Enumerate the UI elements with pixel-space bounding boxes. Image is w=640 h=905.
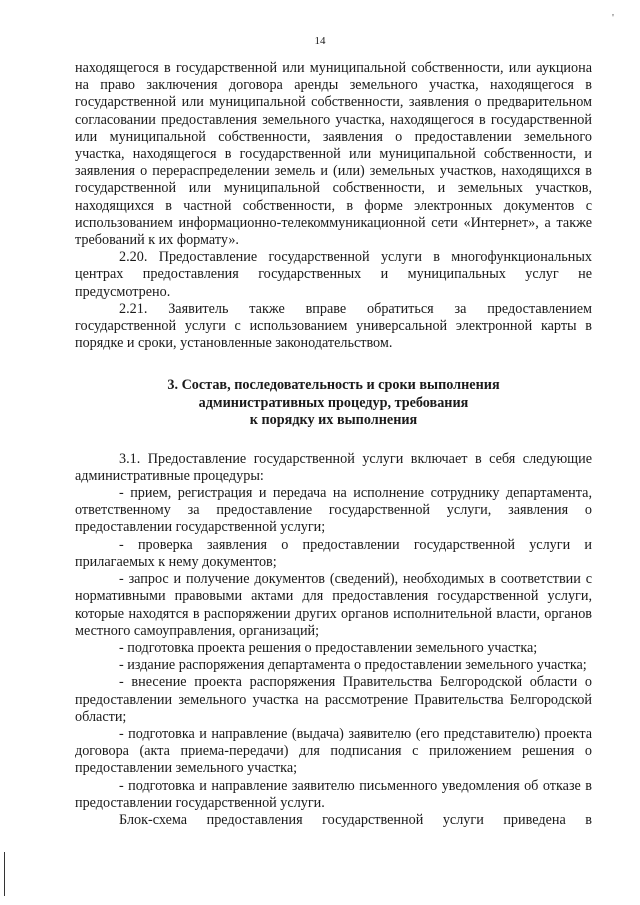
scan-edge-line xyxy=(4,852,5,896)
section-heading-line: 3. Состав, последовательность и сроки выполнения xyxy=(167,377,500,394)
procedure-item: - подготовка проекта решения о предоставлении земельного участка; xyxy=(119,639,538,656)
paragraph-2-21: 2.21. Заявитель также вправе обратиться за предоставлением государственной услуги с использованием универсальной электронной карты в порядке и сроки, установленные законодательством. xyxy=(75,300,592,352)
section-heading xyxy=(75,377,592,429)
procedure-item: - внесение проекта распоряжения Правительства Белгородской области о предоставлении земельного участка на рассмотрение Правительства Белгородской области; xyxy=(75,674,592,725)
document-body xyxy=(75,60,592,829)
paragraph-continuation: находящегося в государственной или муниципальной собственности, или аукциона на право заключения договора аренды земельного участка, находящегося в государственной или муниципальной собственности, заявления о предварительном согласовании предоставления земельного участка, находящегося в государственной или муниципальной собственности, заявления о предоставлении земельного участка, находящегося в государственной или муниципальной собственности, и заявления о перераспределении земель и (или) земельных участков, находящихся в государственной или муниципальной собственности, и земельных участков, находящихся в частной собственности, в форме электронных документов с использованием информационно-телекоммуникационной сети «Интернет», а также требований к их формату». xyxy=(75,60,592,249)
section-heading-line: к порядку их выполнения xyxy=(249,412,418,429)
corner-mark: ' xyxy=(612,12,614,24)
closing-paragraph: Блок-схема предоставления государственной услуги приведена в xyxy=(119,811,592,828)
page-number: 14 xyxy=(314,35,326,47)
procedure-item: - запрос и получение документов (сведений), необходимых в соответствии с нормативными правовыми актами для предоставления государственной услуги, которые находятся в распоряжении других органов исполнительной власти, органов местного самоуправления, организаций; xyxy=(75,571,592,639)
procedure-item: - подготовка и направление заявителю письменного уведомления об отказе в предоставлении государственной услуги. xyxy=(75,777,592,811)
procedure-item: - издание распоряжения департамента о предоставлении земельного участка; xyxy=(119,657,587,674)
paragraph-3-1: 3.1. Предоставление государственной услуги включает в себя следующие административные процедуры: xyxy=(75,450,592,484)
section-heading-line: административных процедур, требования xyxy=(198,394,469,411)
procedure-item: - подготовка и направление (выдача) заявителю (его представителю) проекта договора (акта приема-передачи) для подписания с приложением решения о предоставлении земельного участка; xyxy=(75,725,592,777)
paragraph-2-20: 2.20. Предоставление государственной услуги в многофункциональных центрах предоставления государственных и муниципальных услуг не предусмотрено. xyxy=(75,249,592,300)
procedure-item: - проверка заявления о предоставлении государственной услуги и прилагаемых к нему документов; xyxy=(75,536,592,570)
procedure-item: - прием, регистрация и передача на исполнение сотруднику департамента, ответственному за предоставление государственной услуги, заявления о предоставлении государственной услуги; xyxy=(75,485,592,536)
